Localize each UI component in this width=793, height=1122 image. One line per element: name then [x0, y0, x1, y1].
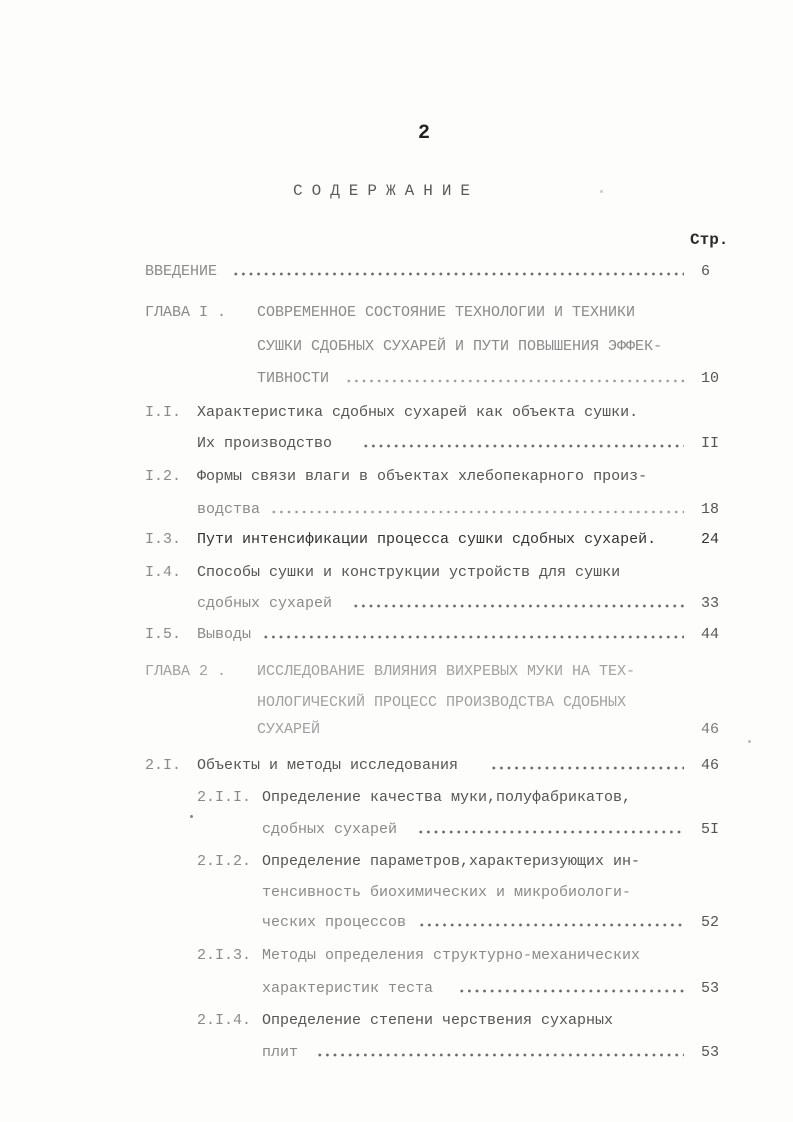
leader-dots [417, 828, 684, 836]
toc-entry-number: 2.I.2. [197, 853, 252, 870]
page-column-header: Стр. [690, 231, 729, 249]
toc-entry-number: ГЛАВА 2 . [145, 663, 227, 680]
scan-speck [748, 740, 751, 743]
toc-entry-number: 2.I.I. [197, 789, 252, 806]
toc-entry-title-line-3: ТИВНОСТИ [257, 370, 330, 387]
leader-dots [352, 602, 684, 610]
toc-entry-title-line-2: водства [197, 501, 261, 518]
toc-entry-title-line-1: Определение степени черствения сухарных [262, 1012, 614, 1029]
toc-entry-title: ВВЕДЕНИЕ [145, 263, 218, 280]
toc-page-number: 46 [701, 757, 720, 774]
toc-page-number: 53 [701, 1044, 720, 1061]
toc-page-number: 33 [701, 595, 720, 612]
leader-dots [418, 921, 684, 929]
toc-entry-title: Объекты и методы исследования [197, 757, 459, 774]
toc-entry-title-line-1: Способы сушки и конструкции устройств для сушки [197, 564, 621, 581]
page-number: 2 [418, 122, 431, 145]
toc-entry-number: I.2. [145, 468, 182, 485]
leader-dots [458, 987, 684, 995]
leader-dots [362, 442, 684, 450]
contents-heading: СОДЕРЖАНИЕ [293, 182, 480, 200]
toc-entry-title-line-2: сдобных сухарей [262, 821, 398, 838]
toc-page-number: II [701, 435, 720, 452]
toc-entry-title-line-1: Формы связи влаги в объектах хлебопекарного произ- [197, 468, 648, 485]
toc-entry-title-line-2: характеристик теста [262, 980, 434, 997]
toc-entry-title-line-1: Определение параметров,характеризующих ин- [262, 853, 641, 870]
toc-entry-title: Выводы [197, 626, 252, 643]
leader-dots [270, 508, 684, 516]
leader-dots [490, 764, 684, 772]
toc-page-number: 18 [701, 501, 720, 518]
toc-entry-title-line-2: Их производство [197, 435, 333, 452]
toc-entry-number: ГЛАВА I . [145, 304, 227, 321]
toc-entry-title-line-1: ИССЛЕДОВАНИЕ ВЛИЯНИЯ ВИХРЕВЫХ МУКИ НА ТЕХ- [257, 663, 636, 680]
toc-page-number: 52 [701, 914, 720, 931]
toc-entry-title: Пути интенсификации процесса сушки сдобных сухарей. [197, 531, 657, 548]
scan-speck [190, 815, 193, 818]
toc-entry-title-line-2: СУШКИ СДОБНЫХ СУХАРЕЙ И ПУТИ ПОВЫШЕНИЯ ЭФФЕК- [257, 338, 663, 355]
toc-page-number: 6 [701, 263, 711, 280]
leader-dots [232, 270, 684, 278]
toc-entry-title-line-3: СУХАРЕЙ [257, 721, 321, 738]
toc-page-number: 5I [701, 821, 720, 838]
toc-page-number: 10 [701, 370, 720, 387]
leader-dots [345, 377, 684, 385]
scan-speck [600, 190, 603, 193]
toc-entry-title-line-2: НОЛОГИЧЕСКИЙ ПРОЦЕСС ПРОИЗВОДСТВА СДОБНЫХ [257, 694, 627, 711]
toc-entry-title-line-1: Характеристика сдобных сухарей как объекта сушки. [197, 404, 639, 421]
toc-entry-number: I.3. [145, 531, 182, 548]
toc-entry-number: 2.I. [145, 757, 182, 774]
toc-entry-title-line-1: Определение качества муки,полуфабрикатов, [262, 789, 632, 806]
toc-entry-title-line-1: Методы определения структурно-механических [262, 947, 641, 964]
toc-entry-title-line-3: ческих процессов [262, 914, 407, 931]
toc-entry-number: I.5. [145, 626, 182, 643]
toc-page-number: 44 [701, 626, 720, 643]
leader-dots [262, 633, 684, 641]
toc-entry-number: 2.I.4. [197, 1012, 252, 1029]
toc-entry-number: 2.I.3. [197, 947, 252, 964]
toc-entry-title-line-2: плит [262, 1044, 299, 1061]
toc-entry-number: I.4. [145, 564, 182, 581]
toc-entry-title-line-1: СОВРЕМЕННОЕ СОСТОЯНИЕ ТЕХНОЛОГИИ И ТЕХНИКИ [257, 304, 636, 321]
toc-page-number: 46 [701, 721, 720, 738]
toc-entry-title-line-2: сдобных сухарей [197, 595, 333, 612]
toc-entry-title-line-2: тенсивность биохимических и микробиологи- [262, 884, 632, 901]
leader-dots [316, 1051, 684, 1059]
toc-page-number: 24 [701, 531, 720, 548]
toc-page-number: 53 [701, 980, 720, 997]
toc-entry-number: I.I. [145, 404, 182, 421]
